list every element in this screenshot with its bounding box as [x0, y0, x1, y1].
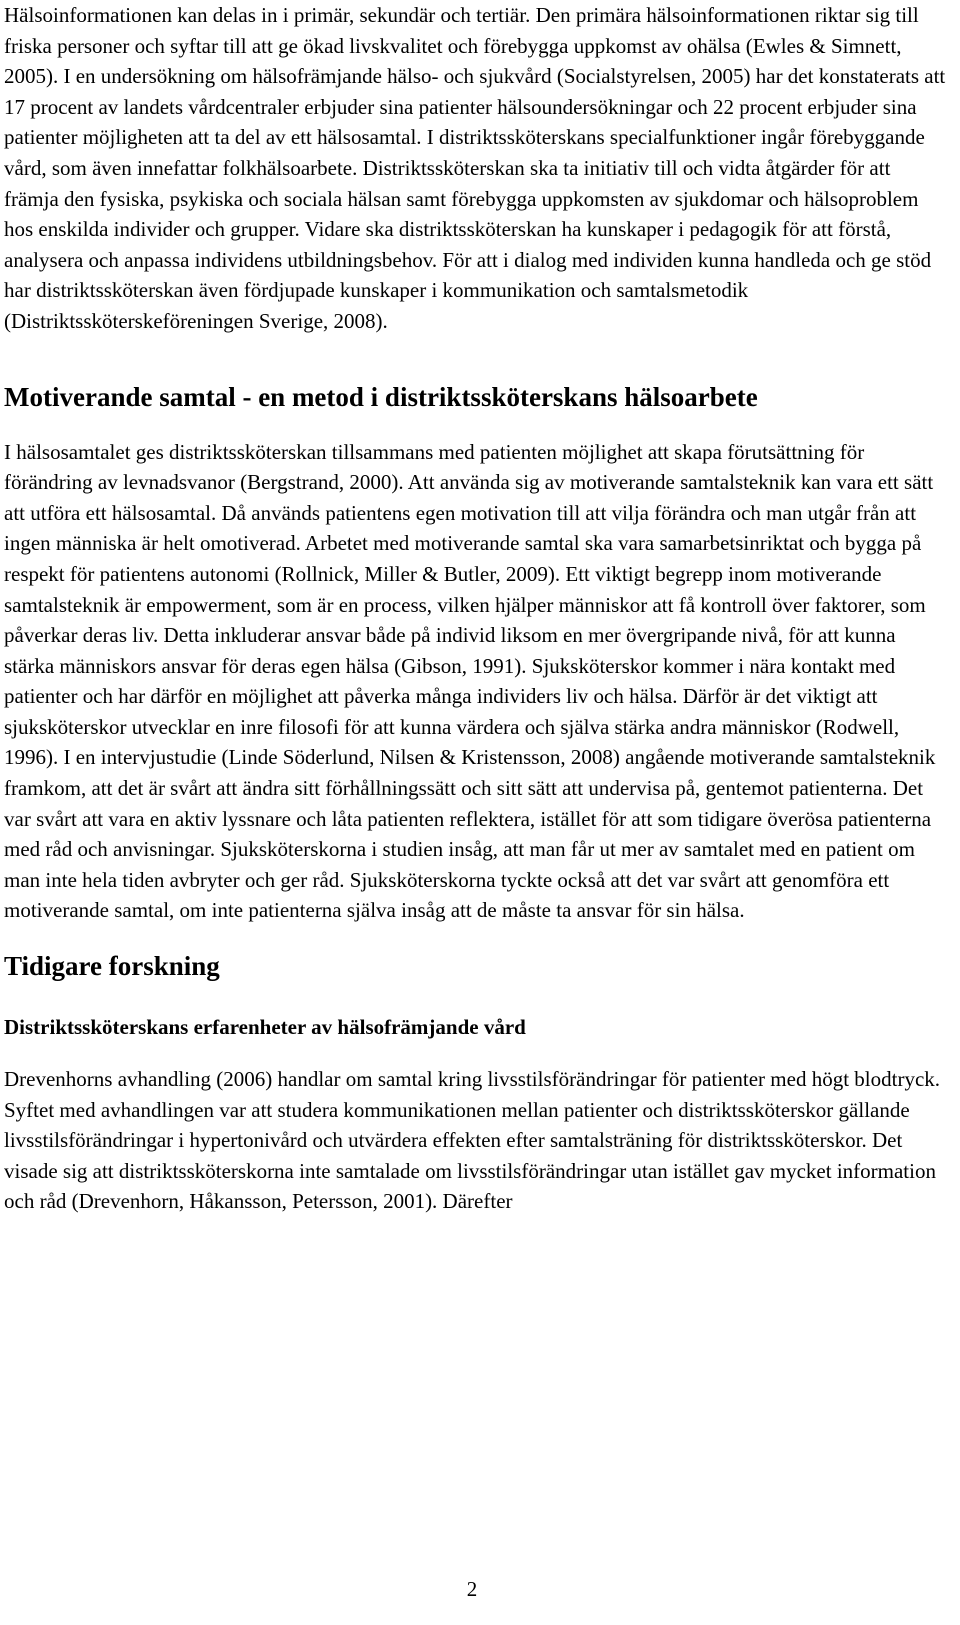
- section-heading-tidigare-forskning: Tidigare forskning: [4, 951, 220, 982]
- section-heading-motiverande-samtal: Motiverande samtal - en metod i distriktssköterskans hälsoarbete: [4, 381, 758, 412]
- motiverande-samtal-paragraph: I hälsosamtalet ges distriktssköterskan tillsammans med patienten möjlighet att skapa förutsättning för förändring av levnadsvanor (Bergstrand, 2000). Att använda sig av motiverande samtalsteknik kan vara ett sätt att utföra ett hälsosamtal. Då används patientens egen motivation till att vilja förändra och man utgår från att ingen människa är helt omotiverad. Arbetet med motiverande samtal ska vara samarbetsinriktat och bygga på respekt för patientens autonomi (Rollnick, Miller & Butler, 2009). Ett viktigt begrepp inom motiverande samtalsteknik är empowerment, som är en process, vilken hjälper människor att få kontroll över faktorer, som påverkar deras liv. Detta inkluderar ansvar både på individ liksom en mer övergripande nivå, för att kunna stärka människors ansvar för deras egen hälsa (Gibson, 1991). Sjuksköterskor kommer i nära kontakt med patienter och har därför en möjlighet att påverka många individers liv och hälsa. Därför är det viktigt att sjuksköterskor utvecklar en inre filosofi för att kunna värdera och själva stärka andra människor (Rodwell, 1996). I en intervjustudie (Linde Söderlund, Nilsen & Kristensson, 2008) angående motiverande samtalsteknik framkom, att det är svårt att ändra sitt förhållningssätt och sitt sätt att undervisa på, gentemot patienterna. Det var svårt att vara en aktiv lyssnare och låta patienten reflektera, istället för att som tidigare överösa patienterna med råd och anvisningar. Sjuksköterskorna i studien insåg, att man får ut mer av samtalet med en patient om man inte hela tiden avbryter och ger råd. Sjuksköterskorna tyckte också att det var svårt att genomföra ett motiverande samtal, om inte patienterna själva insåg att de måste ta ansvar för sin hälsa.: [4, 439, 936, 923]
- page-number: 2: [466, 1577, 478, 1601]
- intro-paragraph: Hälsoinformationen kan delas in i primär, sekundär och tertiär. Den primära hälsoinformationen riktar sig till friska personer och syftar till att ge ökad livskvalitet och förebygga uppkomst av ohälsa (Ewles & Simnett, 2005). I en undersökning om hälsofrämjande hälso- och sjukvård (Socialstyrelsen, 2005) har det konstaterats att 17 procent av landets vårdcentraler erbjuder sina patienter hälsoundersökningar och 22 procent erbjuder sina patienter möjligheten att ta del av ett hälsosamtal. I distriktssköterskans specialfunktioner ingår förebyggande vård, som även innefattar folkhälsoarbete. Distriktssköterskan ska ta initiativ till och vidta åtgärder för att främja den fysiska, psykiska och sociala hälsan samt förebygga uppkomsten av sjukdomar och hälsoproblem hos enskilda individer och grupper. Vidare ska distriktssköterskan ha kunskaper i pedagogik för att förstå, analysera och anpassa individens utbildningsbehov. För att i dialog med individen kunna handleda och ge stöd har distriktssköterskan även fördjupade kunskaper i kommunikation och samtalsmetodik (Distriktssköterskeföreningen Sverige, 2008).: [4, 3, 946, 333]
- drevenhorn-paragraph: Drevenhorns avhandling (2006) handlar om samtal kring livsstilsförändringar för patienter med högt blodtryck. Syftet med avhandlingen var att studera kommunikationen mellan patienter och distriktssköterskor gällande livsstilsförändringar i hypertonivård och utvärdera effekten efter samtalsträning för distriktssköterskor. Det visade sig att distriktssköterskorna inte samtalade om livsstilsförändringar utan istället gav mycket information och råd (Drevenhorn, Håkansson, Petersson, 2001). Därefter: [4, 1067, 941, 1214]
- subsection-heading-erfarenheter: Distriktssköterskans erfarenheter av hälsofrämjande vård: [4, 1015, 526, 1040]
- document-page: [4, 0, 948, 1217]
